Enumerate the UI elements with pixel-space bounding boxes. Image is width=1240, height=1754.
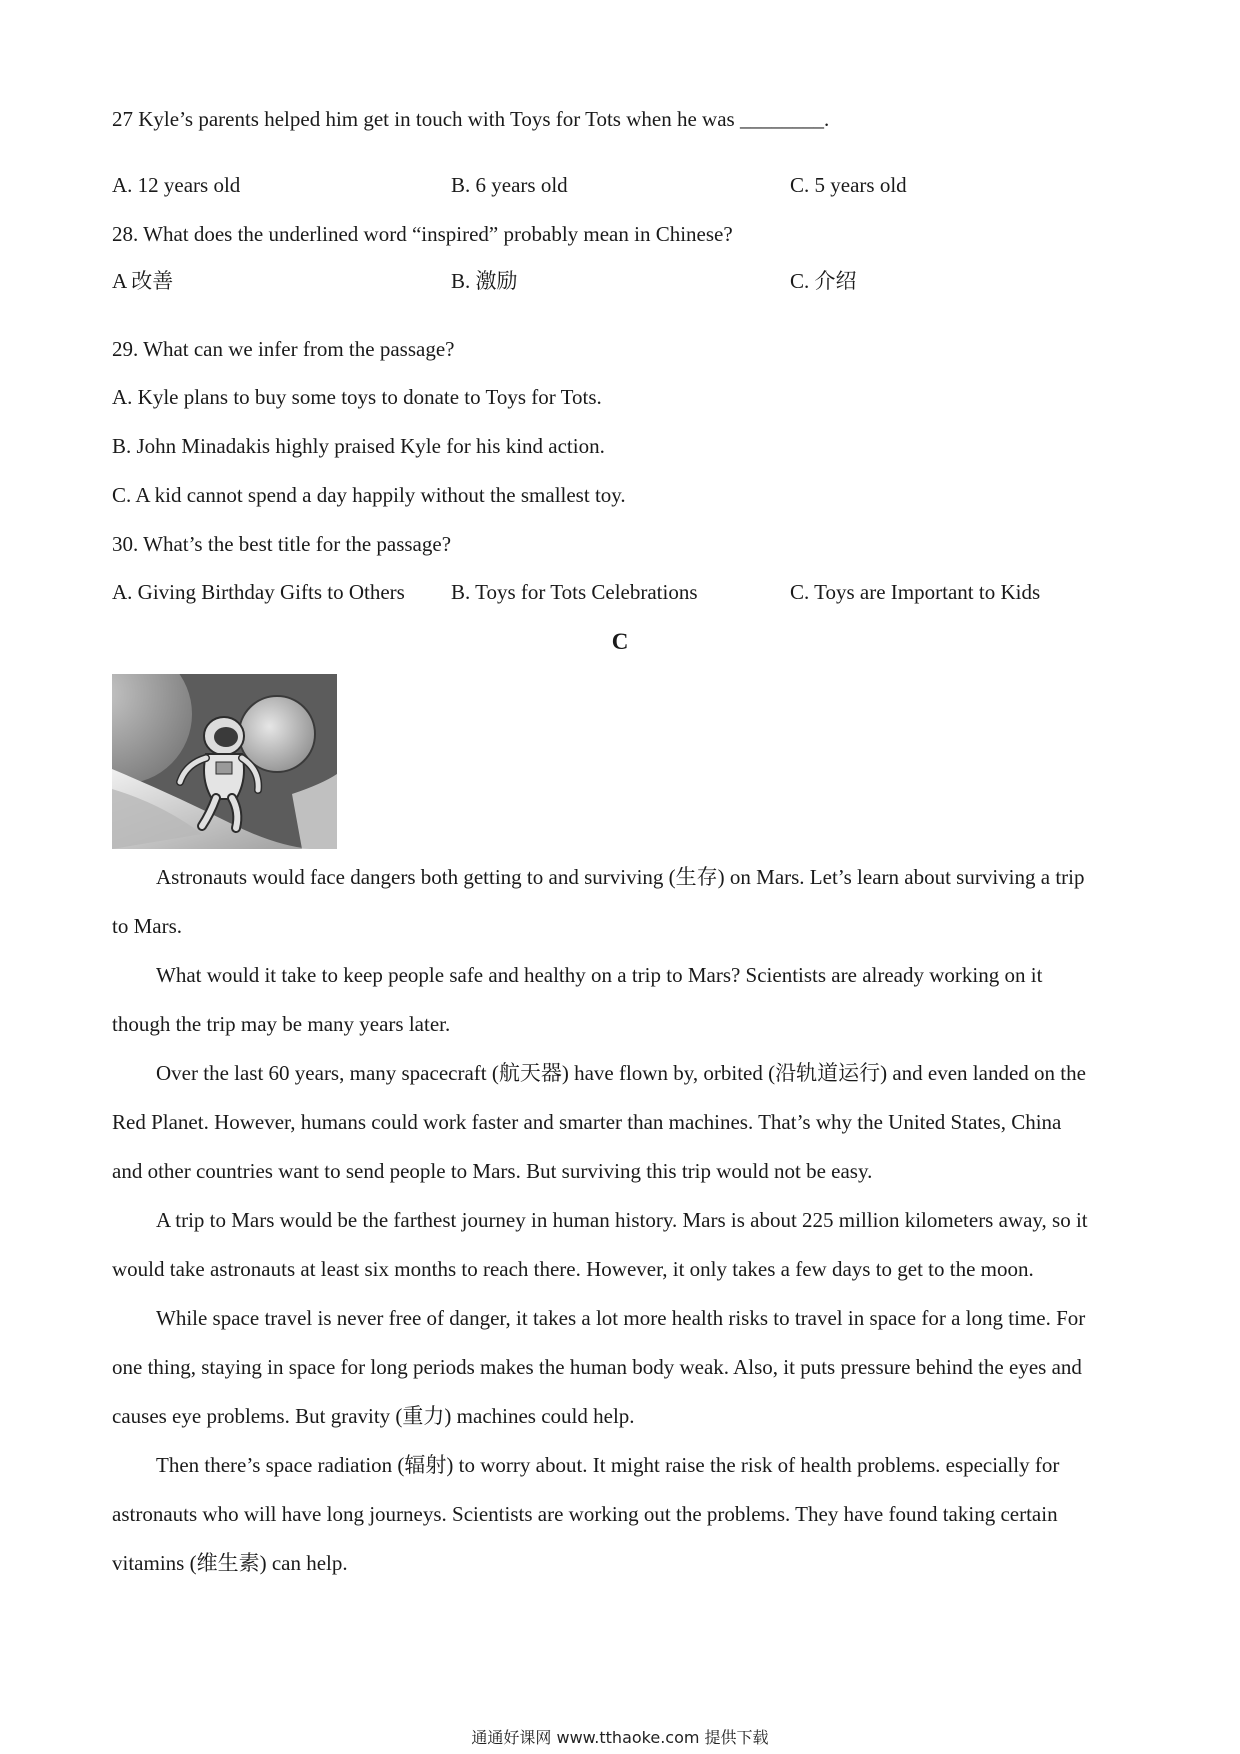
- question-29-stem: 29. What can we infer from the passage?: [112, 337, 455, 361]
- passage-line: one thing, staying in space for long periods makes the human body weak. Also, it puts pressure behind the eyes and: [112, 1355, 1082, 1379]
- question-30-stem: 30. What’s the best title for the passage?: [112, 532, 452, 556]
- passage-line: vitamins (维生素) can help.: [112, 1551, 348, 1575]
- passage-line: astronauts who will have long journeys. Scientists are working out the problems. They have found taking certain: [112, 1502, 1058, 1526]
- question-28-option-b: B. 激励: [451, 269, 518, 293]
- question-27-option-a: A. 12 years old: [112, 173, 241, 197]
- question-27-stem: 27 Kyle’s parents helped him get in touch with Toys for Tots when he was ________.: [112, 107, 830, 131]
- question-30-option-a: A. Giving Birthday Gifts to Others: [112, 580, 405, 604]
- astronaut-illustration-icon: [112, 674, 337, 849]
- page-footer: 通通好课网 www.tthaoke.com 提供下载: [471, 1728, 769, 1747]
- question-30-option-c: C. Toys are Important to Kids: [790, 580, 1041, 604]
- passage-line: would take astronauts at least six months to reach there. However, it only takes a few days to get to the moon.: [112, 1257, 1034, 1281]
- passage-line: to Mars.: [112, 914, 182, 938]
- passage-line: A trip to Mars would be the farthest journey in human history. Mars is about 225 million kilometers away, so it: [156, 1208, 1088, 1232]
- astronaut-image: [112, 674, 337, 849]
- question-27-option-b: B. 6 years old: [451, 173, 568, 197]
- question-28-option-c: C. 介绍: [790, 269, 857, 293]
- section-heading: C: [611, 629, 629, 654]
- question-29-option-b: B. John Minadakis highly praised Kyle for his kind action.: [112, 434, 605, 458]
- passage-line: While space travel is never free of danger, it takes a lot more health risks to travel in space for a long time. For: [156, 1306, 1086, 1330]
- passage-line: Over the last 60 years, many spacecraft (航天器) have flown by, orbited (沿轨道运行) and even landed on the: [156, 1061, 1086, 1085]
- passage-line: causes eye problems. But gravity (重力) machines could help.: [112, 1404, 635, 1428]
- question-27-option-c: C. 5 years old: [790, 173, 907, 197]
- passage-line: and other countries want to send people to Mars. But surviving this trip would not be easy.: [112, 1159, 873, 1183]
- passage-line: Red Planet. However, humans could work faster and smarter than machines. That’s why the United States, China: [112, 1110, 1062, 1134]
- question-29-option-c: C. A kid cannot spend a day happily without the smallest toy.: [112, 483, 626, 507]
- question-28-stem: 28. What does the underlined word “inspired” probably mean in Chinese?: [112, 222, 733, 246]
- passage-line: though the trip may be many years later.: [112, 1012, 451, 1036]
- question-29-option-a: A. Kyle plans to buy some toys to donate to Toys for Tots.: [112, 385, 602, 409]
- question-28-option-a: A 改善: [112, 269, 174, 293]
- passage-line: What would it take to keep people safe and healthy on a trip to Mars? Scientists are already working on it: [156, 963, 1043, 987]
- passage-line: Then there’s space radiation (辐射) to worry about. It might raise the risk of health problems. especially for: [156, 1453, 1060, 1477]
- passage-line: Astronauts would face dangers both getting to and surviving (生存) on Mars. Let’s learn about surviving a trip: [156, 865, 1085, 889]
- question-30-option-b: B. Toys for Tots Celebrations: [451, 580, 698, 604]
